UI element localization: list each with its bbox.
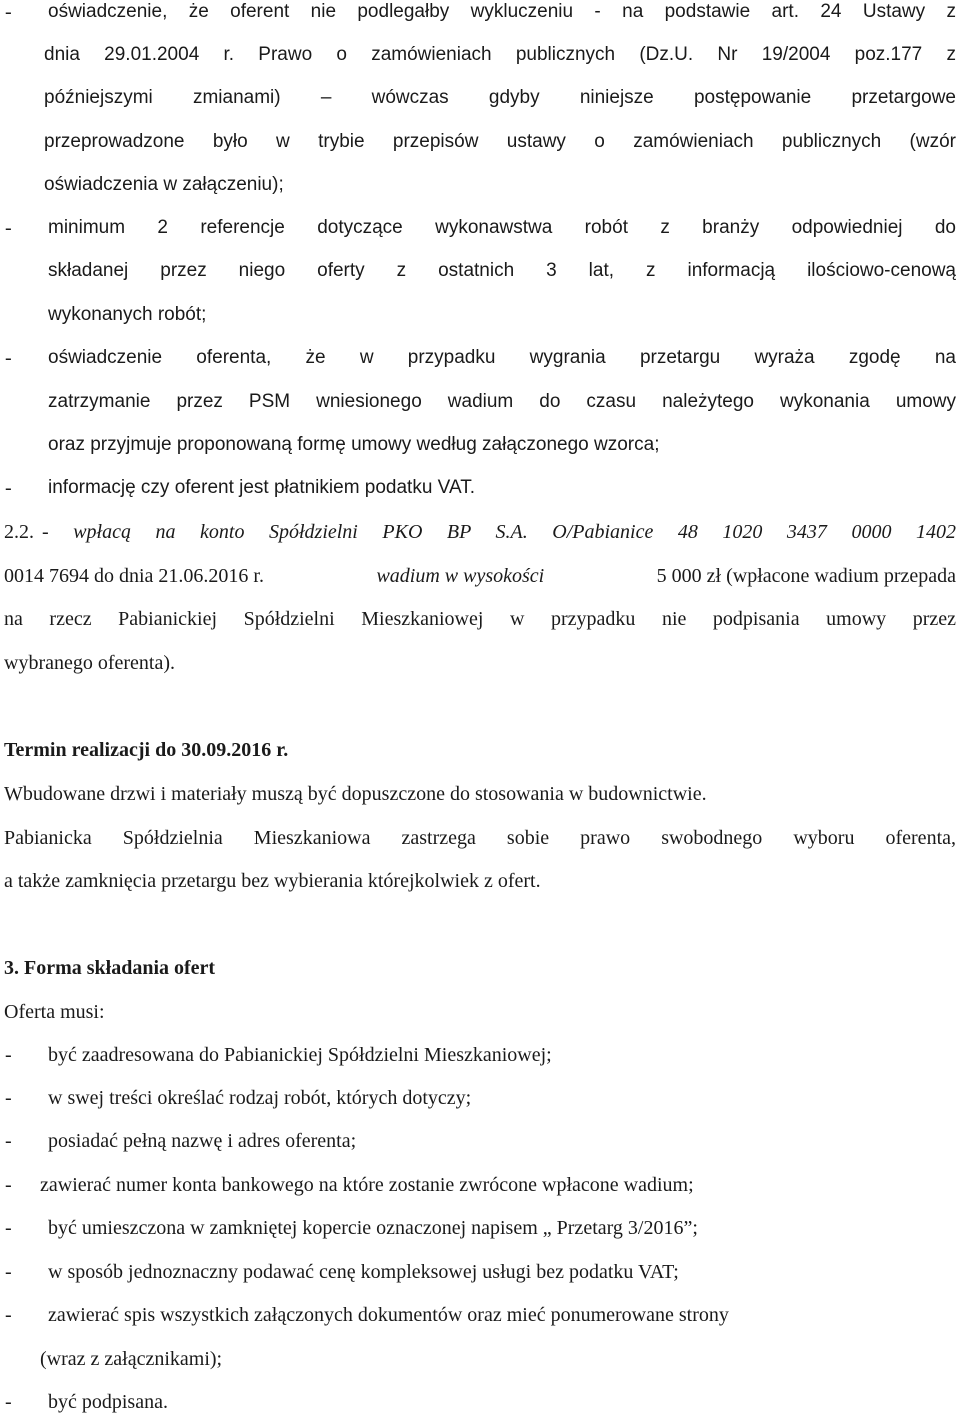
text-line: zatrzymanie przez PSM wniesionego wadium do czasu należytego wykonania umowy: [48, 391, 956, 412]
list-item: być podpisana.: [48, 1391, 168, 1413]
list-dash: -: [5, 1087, 12, 1109]
list-item: być umieszczona w zamkniętej kopercie oznaczonej napisem „ Przetarg 3/2016”;: [48, 1217, 698, 1239]
list-dash: -: [5, 1044, 12, 1066]
list-dash: -: [5, 217, 12, 239]
text-line: minimum 2 referencje dotyczące wykonawstwa robót z branży odpowiedniej do: [48, 217, 956, 238]
list-item-continuation: (wraz z załącznikami);: [40, 1348, 223, 1370]
text-line: oświadczenie oferenta, że w przypadku wygrania przetargu wyraża zgodę na: [48, 347, 956, 368]
text-line: składanej przez niego oferty z ostatnich 3 lat, z informacją ilościowo-cenową: [48, 260, 956, 281]
list-dash: -: [5, 477, 12, 499]
text-line: a także zamknięcia przetargu bez wybierania którejkolwiek z ofert.: [4, 870, 541, 892]
list-dash: -: [5, 1, 12, 23]
list-item: być zaadresowana do Pabianickiej Spółdzielni Mieszkaniowej;: [48, 1044, 552, 1066]
text-line: późniejszymi zmianami) – wówczas gdyby niniejsze postępowanie przetargowe: [44, 87, 956, 108]
list-dash: -: [5, 1391, 12, 1413]
text-line: oświadczenie, że oferent nie podlegałby wykluczeniu - na podstawie art. 24 Ustawy z: [48, 1, 956, 22]
section-heading: Termin realizacji do 30.09.2016 r.: [4, 739, 289, 761]
deadline-text: 0014 7694 do dnia 21.06.2016 r.: [4, 565, 264, 587]
list-dash: -: [5, 1217, 12, 1239]
list-item: w swej treści określać rodzaj robót, których dotyczy;: [48, 1087, 472, 1109]
section-heading: 3. Forma składania ofert: [4, 957, 216, 979]
text-line: [4, 563, 956, 589]
text-line: na rzecz Pabianickiej Spółdzielni Mieszkaniowej w przypadku nie podpisania umowy przez: [4, 608, 956, 630]
list-dash: -: [5, 1130, 12, 1152]
text-line: informację czy oferent jest płatnikiem podatku VAT.: [48, 477, 475, 498]
text-line: [4, 519, 956, 545]
text-line: oraz przyjmuje proponowaną formę umowy według załączonego wzorca;: [48, 434, 660, 455]
section-number: 2.2.: [4, 521, 34, 543]
text-line: wykonanych robót;: [48, 304, 207, 325]
list-item: w sposób jednoznaczny podawać cenę kompleksowej usługi bez podatku VAT;: [48, 1261, 679, 1283]
wadium-label: wadium w wysokości: [376, 565, 545, 587]
list-item: zawierać spis wszystkich załączonych dokumentów oraz mieć ponumerowane strony: [48, 1304, 729, 1326]
list-dash: -: [5, 1304, 12, 1326]
wadium-amount-text: 5 000 zł (wpłacone wadium przepada: [656, 565, 956, 587]
text-line: wybranego oferenta).: [4, 652, 176, 674]
text-line: dnia 29.01.2004 r. Prawo o zamówieniach publicznych (Dz.U. Nr 19/2004 poz.177 z: [44, 44, 956, 65]
text-line: oświadczenia w załączeniu);: [44, 174, 284, 195]
list-item: zawierać numer konta bankowego na które zostanie zwrócone wpłacone wadium;: [40, 1174, 694, 1196]
text-line: przeprowadzone było w trybie przepisów ustawy o zamówieniach publicznych (wzór: [44, 131, 956, 152]
text-line: Pabianicka Spółdzielnia Mieszkaniowa zastrzega sobie prawo swobodnego wyboru oferenta,: [4, 827, 956, 849]
list-dash: -: [5, 347, 12, 369]
bank-account-text: - wpłacą na konto Spółdzielni PKO BP S.A. O/Pabianice 48 1020 3437 0000 1402: [42, 521, 956, 543]
text-line: Wbudowane drzwi i materiały muszą być dopuszczone do stosowania w budownictwie.: [4, 783, 707, 805]
section-intro: Oferta musi:: [4, 1001, 105, 1023]
list-dash: -: [5, 1261, 12, 1283]
list-item: posiadać pełną nazwę i adres oferenta;: [48, 1130, 357, 1152]
list-dash: -: [5, 1174, 12, 1196]
